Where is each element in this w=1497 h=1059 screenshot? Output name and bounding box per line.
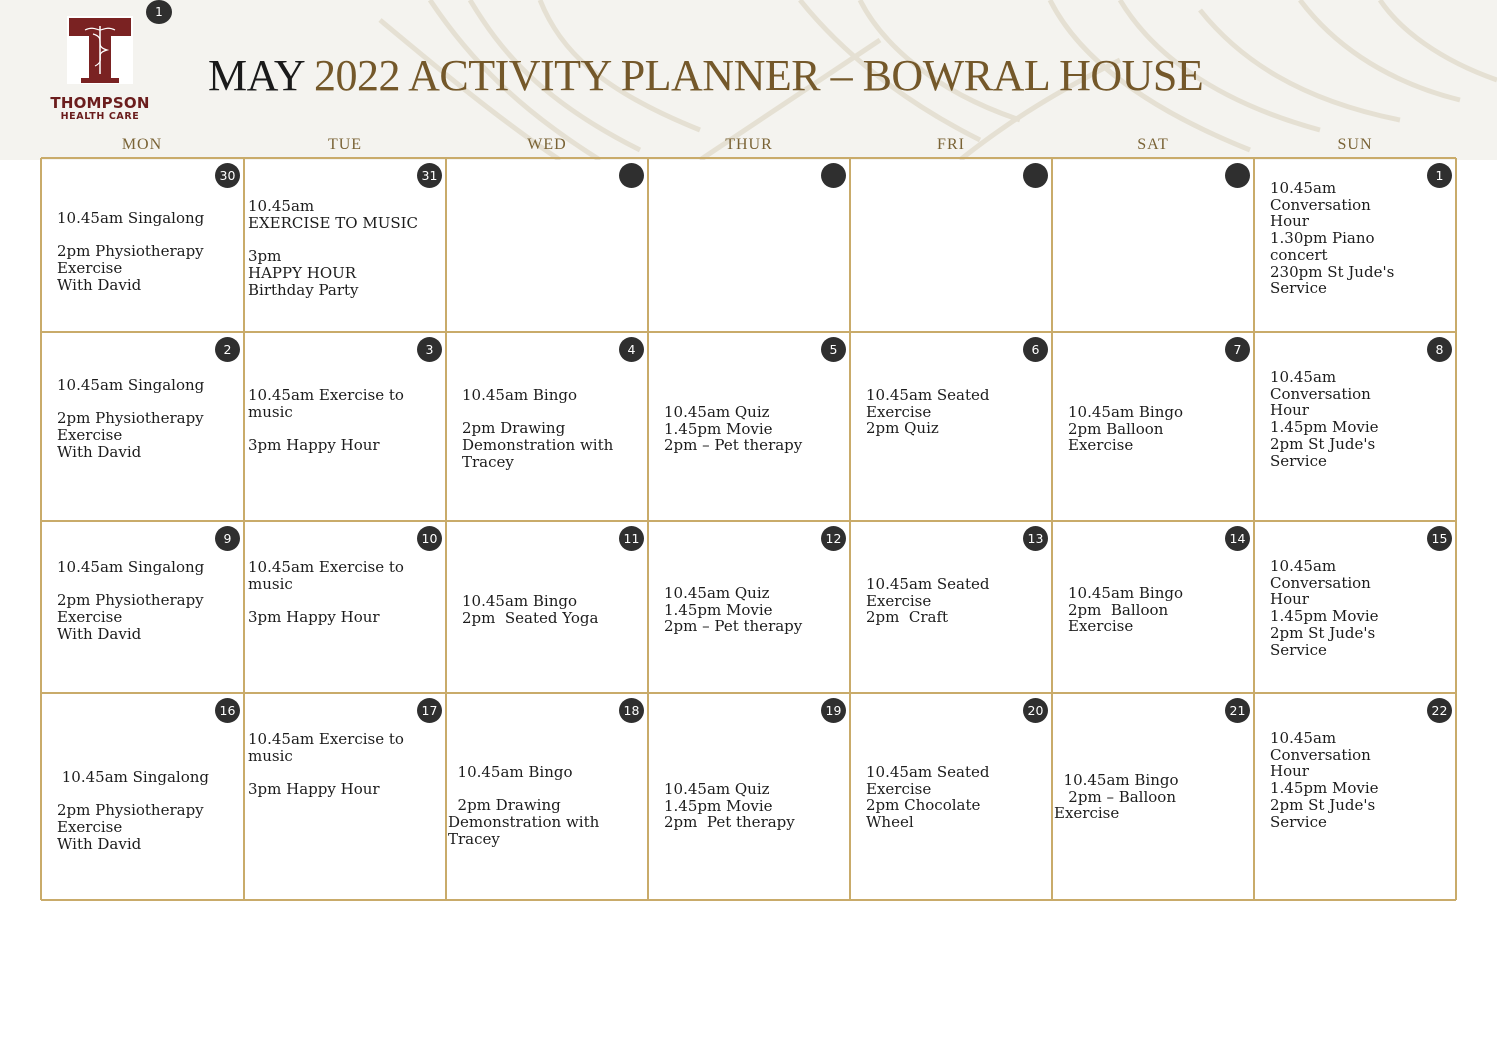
calendar-day-cell [1254, 693, 1456, 900]
day-number-badge: 17 [417, 698, 442, 723]
activity-list: 10.45am Exercise to music 3pm Happy Hour [248, 386, 404, 455]
day-number-badge: 1 [1427, 163, 1452, 188]
activity-list: 10.45am Bingo 2pm Seated Yoga [462, 592, 599, 627]
calendar-day-cell [244, 693, 446, 900]
calendar-day-cell [244, 158, 446, 332]
activity-list: 10.45am Bingo 2pm Drawing Demonstration with Tracey [448, 763, 600, 848]
activity-list: 10.45am Seated Exercise 2pm Chocolate Wheel [866, 763, 990, 832]
day-header-tue: TUE [327, 136, 363, 153]
activity-list: 10.45am Singalong 2pm Physiotherapy Exercise With David [57, 768, 210, 853]
activity-list: 10.45am Bingo 2pm Balloon Exercise [1068, 403, 1183, 455]
calendar-day-cell [446, 521, 648, 693]
activity-list: 10.45am Quiz 1.45pm Movie 2pm – Pet therapy [664, 403, 803, 455]
logo-subtitle: HEALTH CARE [60, 111, 140, 122]
calendar-grid [41, 158, 1456, 900]
day-header-mon: MON [121, 136, 163, 153]
calendar-day-cell [648, 693, 850, 900]
caduceus-logo-icon [67, 16, 133, 84]
activity-list: 10.45am EXERCISE TO MUSIC 3pm HAPPY HOUR Birthday Party [248, 197, 419, 299]
day-number-badge: 20 [1023, 698, 1048, 723]
activity-list: 10.45am Conversation Hour 1.30pm Piano concert 230pm St Jude's Service [1270, 179, 1395, 298]
day-number-badge: 19 [821, 698, 846, 723]
calendar-day-cell [648, 158, 850, 332]
day-number-badge: 2 [215, 337, 240, 362]
activity-list: 10.45am Exercise to music 3pm Happy Hour [248, 730, 404, 799]
day-header-fri: FRI [937, 136, 965, 153]
calendar-day-cell [244, 332, 446, 521]
page-number: 1 [155, 5, 163, 19]
day-number-badge: 31 [417, 163, 442, 188]
calendar-day-cell [850, 158, 1052, 332]
calendar-day-cell [1052, 521, 1254, 693]
activity-list: 10.45am Conversation Hour 1.45pm Movie 2pm St Jude's Service [1270, 368, 1379, 470]
activity-list: 10.45am Quiz 1.45pm Movie 2pm Pet therapy [664, 780, 795, 832]
day-header-wed: WED [527, 136, 567, 153]
day-number-badge: 9 [215, 526, 240, 551]
day-number-badge: 6 [1023, 337, 1048, 362]
day-number-badge: 18 [619, 698, 644, 723]
calendar-day-cell [446, 332, 648, 521]
title-rest: 2022 ACTIVITY PLANNER – BOWRAL HOUSE [303, 51, 1204, 100]
day-header-thur: THUR [725, 136, 773, 153]
calendar-day-cell [41, 693, 244, 900]
activity-list: 10.45am Exercise to music 3pm Happy Hour [248, 558, 404, 627]
activity-list: 10.45am Seated Exercise 2pm Quiz [866, 386, 990, 438]
logo-name: THOMPSON [50, 94, 150, 112]
day-header-sat: SAT [1137, 136, 1169, 153]
activity-list: 10.45am Singalong 2pm Physiotherapy Exercise With David [57, 209, 205, 294]
calendar-day-cell [850, 521, 1052, 693]
day-number-badge: 30 [215, 163, 240, 188]
activity-list: 10.45am Conversation Hour 1.45pm Movie 2pm St Jude's Service [1270, 557, 1379, 659]
calendar-day-cell [648, 332, 850, 521]
activity-list: 10.45am Bingo 2pm – Balloon Exercise [1054, 771, 1179, 823]
day-number-badge: 13 [1023, 526, 1048, 551]
activity-list: 10.45am Conversation Hour 1.45pm Movie 2pm St Jude's Service [1270, 729, 1379, 831]
calendar-day-cell [446, 158, 648, 332]
day-number-badge: 4 [619, 337, 644, 362]
title-month: MAY [208, 51, 304, 100]
day-number-badge: 15 [1427, 526, 1452, 551]
calendar-day-cell [244, 521, 446, 693]
activity-list: 10.45am Seated Exercise 2pm Craft [866, 575, 990, 627]
day-header-sun: SUN [1337, 136, 1373, 153]
activity-list: 10.45am Bingo 2pm Drawing Demonstration with Tracey [462, 386, 614, 471]
calendar-day-cell [850, 332, 1052, 521]
calendar-day-cell [1254, 521, 1456, 693]
page-title [208, 52, 1203, 100]
calendar-day-cell [648, 521, 850, 693]
day-number-badge: 12 [821, 526, 846, 551]
day-number-badge [821, 163, 846, 188]
calendar-day-cell [41, 158, 244, 332]
activity-list: 10.45am Singalong 2pm Physiotherapy Exercise With David [57, 558, 205, 643]
calendar-day-cell [1052, 158, 1254, 332]
calendar-day-cell [446, 693, 648, 900]
day-number-badge [619, 163, 644, 188]
calendar-day-cell [41, 332, 244, 521]
day-number-badge: 7 [1225, 337, 1250, 362]
day-number-badge: 8 [1427, 337, 1452, 362]
day-number-badge: 11 [619, 526, 644, 551]
day-number-badge [1023, 163, 1048, 188]
day-number-badge: 10 [417, 526, 442, 551]
activity-list: 10.45am Quiz 1.45pm Movie 2pm – Pet therapy [664, 584, 803, 636]
calendar-day-cell [1254, 332, 1456, 521]
calendar-day-cell [1052, 332, 1254, 521]
logo [44, 16, 156, 123]
activity-list: 10.45am Bingo 2pm Balloon Exercise [1068, 584, 1183, 636]
calendar-day-cell [850, 693, 1052, 900]
activity-list: 10.45am Singalong 2pm Physiotherapy Exercise With David [57, 376, 205, 461]
day-number-badge: 3 [417, 337, 442, 362]
day-number-badge: 22 [1427, 698, 1452, 723]
day-number-badge: 21 [1225, 698, 1250, 723]
calendar-day-cell [1254, 158, 1456, 332]
day-number-badge: 14 [1225, 526, 1250, 551]
day-number-badge: 16 [215, 698, 240, 723]
day-number-badge [1225, 163, 1250, 188]
calendar-day-cell [41, 521, 244, 693]
day-number-badge: 5 [821, 337, 846, 362]
calendar-day-cell [1052, 693, 1254, 900]
